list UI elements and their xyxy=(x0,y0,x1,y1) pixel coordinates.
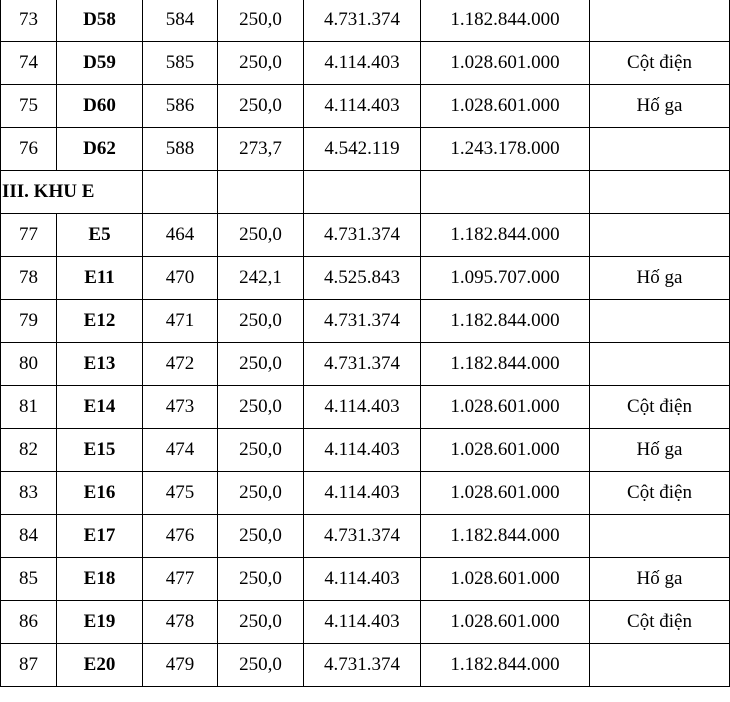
total-value-cell: 1.243.178.000 xyxy=(421,128,590,171)
plot-number-cell: 474 xyxy=(143,429,218,472)
total-value-cell: 1.028.601.000 xyxy=(421,429,590,472)
table-row xyxy=(1,644,730,687)
section-label: III. KHU E xyxy=(1,171,143,214)
empty-cell xyxy=(143,171,218,214)
table-row xyxy=(1,257,730,300)
total-value-cell: 1.182.844.000 xyxy=(421,515,590,558)
total-value-cell: 1.182.844.000 xyxy=(421,343,590,386)
note-cell xyxy=(590,343,730,386)
total-value-cell: 1.182.844.000 xyxy=(421,0,590,42)
plot-number-cell: 477 xyxy=(143,558,218,601)
empty-cell xyxy=(421,171,590,214)
table-row xyxy=(1,601,730,644)
total-value-cell: 1.028.601.000 xyxy=(421,558,590,601)
total-value-cell: 1.182.844.000 xyxy=(421,300,590,343)
plot-code-cell: D60 xyxy=(57,85,143,128)
unit-price-cell: 4.731.374 xyxy=(304,214,421,257)
row-number-cell: 86 xyxy=(1,601,57,644)
note-cell xyxy=(590,0,730,42)
plot-number-cell: 585 xyxy=(143,42,218,85)
area-cell: 250,0 xyxy=(218,472,304,515)
table-row xyxy=(1,0,730,42)
unit-price-cell: 4.114.403 xyxy=(304,472,421,515)
table-row xyxy=(1,85,730,128)
plot-number-cell: 470 xyxy=(143,257,218,300)
row-number-cell: 81 xyxy=(1,386,57,429)
plot-code-cell: E15 xyxy=(57,429,143,472)
table-body xyxy=(1,0,730,687)
note-cell xyxy=(590,128,730,171)
area-cell: 250,0 xyxy=(218,515,304,558)
plot-code-cell: E17 xyxy=(57,515,143,558)
unit-price-cell: 4.731.374 xyxy=(304,515,421,558)
row-number-cell: 74 xyxy=(1,42,57,85)
total-value-cell: 1.028.601.000 xyxy=(421,85,590,128)
area-cell: 250,0 xyxy=(218,85,304,128)
row-number-cell: 75 xyxy=(1,85,57,128)
table-row xyxy=(1,42,730,85)
table-row xyxy=(1,343,730,386)
unit-price-cell: 4.542.119 xyxy=(304,128,421,171)
plot-code-cell: E5 xyxy=(57,214,143,257)
total-value-cell: 1.028.601.000 xyxy=(421,386,590,429)
section-row xyxy=(1,171,730,214)
plot-code-cell: E14 xyxy=(57,386,143,429)
unit-price-cell: 4.525.843 xyxy=(304,257,421,300)
table-row xyxy=(1,386,730,429)
plot-code-cell: D58 xyxy=(57,0,143,42)
table-row xyxy=(1,128,730,171)
plot-number-cell: 464 xyxy=(143,214,218,257)
row-number-cell: 87 xyxy=(1,644,57,687)
unit-price-cell: 4.114.403 xyxy=(304,601,421,644)
plot-code-cell: D59 xyxy=(57,42,143,85)
unit-price-cell: 4.114.403 xyxy=(304,386,421,429)
row-number-cell: 78 xyxy=(1,257,57,300)
unit-price-cell: 4.731.374 xyxy=(304,343,421,386)
unit-price-cell: 4.731.374 xyxy=(304,644,421,687)
empty-cell xyxy=(218,171,304,214)
unit-price-cell: 4.731.374 xyxy=(304,0,421,42)
plot-number-cell: 476 xyxy=(143,515,218,558)
total-value-cell: 1.182.844.000 xyxy=(421,214,590,257)
note-cell: Hố ga xyxy=(590,429,730,472)
note-cell xyxy=(590,214,730,257)
unit-price-cell: 4.114.403 xyxy=(304,85,421,128)
row-number-cell: 84 xyxy=(1,515,57,558)
area-cell: 250,0 xyxy=(218,0,304,42)
note-cell: Hố ga xyxy=(590,85,730,128)
plot-number-cell: 588 xyxy=(143,128,218,171)
plot-code-cell: E11 xyxy=(57,257,143,300)
note-cell: Cột điện xyxy=(590,601,730,644)
total-value-cell: 1.028.601.000 xyxy=(421,472,590,515)
plot-number-cell: 473 xyxy=(143,386,218,429)
plot-number-cell: 478 xyxy=(143,601,218,644)
unit-price-cell: 4.114.403 xyxy=(304,558,421,601)
plot-code-cell: E18 xyxy=(57,558,143,601)
area-cell: 250,0 xyxy=(218,601,304,644)
total-value-cell: 1.028.601.000 xyxy=(421,601,590,644)
plot-number-cell: 475 xyxy=(143,472,218,515)
plot-code-cell: D62 xyxy=(57,128,143,171)
total-value-cell: 1.095.707.000 xyxy=(421,257,590,300)
note-cell: Cột điện xyxy=(590,472,730,515)
area-cell: 250,0 xyxy=(218,42,304,85)
unit-price-cell: 4.114.403 xyxy=(304,42,421,85)
note-cell xyxy=(590,515,730,558)
total-value-cell: 1.182.844.000 xyxy=(421,644,590,687)
row-number-cell: 83 xyxy=(1,472,57,515)
note-cell xyxy=(590,644,730,687)
total-value-cell: 1.028.601.000 xyxy=(421,42,590,85)
plot-number-cell: 479 xyxy=(143,644,218,687)
row-number-cell: 80 xyxy=(1,343,57,386)
note-cell: Hố ga xyxy=(590,558,730,601)
plot-number-cell: 471 xyxy=(143,300,218,343)
table-row xyxy=(1,515,730,558)
area-cell: 273,7 xyxy=(218,128,304,171)
note-cell: Cột điện xyxy=(590,386,730,429)
row-number-cell: 76 xyxy=(1,128,57,171)
area-cell: 250,0 xyxy=(218,429,304,472)
plot-number-cell: 586 xyxy=(143,85,218,128)
row-number-cell: 85 xyxy=(1,558,57,601)
table-row xyxy=(1,472,730,515)
row-number-cell: 77 xyxy=(1,214,57,257)
table-row xyxy=(1,300,730,343)
area-cell: 250,0 xyxy=(218,343,304,386)
note-cell: Hố ga xyxy=(590,257,730,300)
row-number-cell: 79 xyxy=(1,300,57,343)
plot-code-cell: E12 xyxy=(57,300,143,343)
area-cell: 250,0 xyxy=(218,558,304,601)
area-cell: 250,0 xyxy=(218,214,304,257)
row-number-cell: 82 xyxy=(1,429,57,472)
table-row xyxy=(1,429,730,472)
plot-code-cell: E20 xyxy=(57,644,143,687)
plot-code-cell: E19 xyxy=(57,601,143,644)
area-cell: 250,0 xyxy=(218,386,304,429)
plot-number-cell: 472 xyxy=(143,343,218,386)
table-row xyxy=(1,558,730,601)
unit-price-cell: 4.731.374 xyxy=(304,300,421,343)
table-row xyxy=(1,214,730,257)
plot-number-cell: 584 xyxy=(143,0,218,42)
plot-code-cell: E13 xyxy=(57,343,143,386)
area-cell: 250,0 xyxy=(218,300,304,343)
note-cell: Cột điện xyxy=(590,42,730,85)
area-cell: 242,1 xyxy=(218,257,304,300)
empty-cell xyxy=(304,171,421,214)
unit-price-cell: 4.114.403 xyxy=(304,429,421,472)
plot-code-cell: E16 xyxy=(57,472,143,515)
note-cell xyxy=(590,300,730,343)
row-number-cell: 73 xyxy=(1,0,57,42)
area-cell: 250,0 xyxy=(218,644,304,687)
empty-cell xyxy=(590,171,730,214)
